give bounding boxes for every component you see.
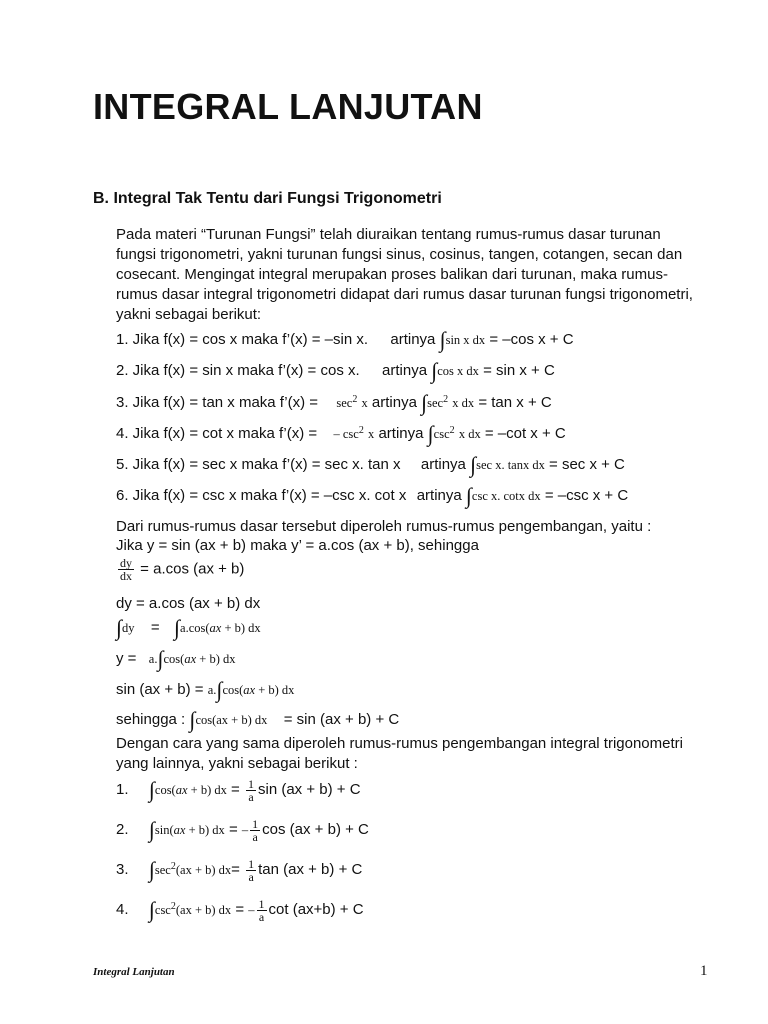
integrand-var: ax (209, 621, 222, 635)
integrand-var: ax (175, 783, 188, 797)
advanced-rule-1 (116, 776, 361, 803)
dy-dx-fraction (118, 557, 134, 582)
derivation-line-1: Jika y = sin (ax + b) maka y’ = a.cos (ax + b), sehingga (116, 537, 479, 554)
derivation-intro: Dari rumus-rumus dasar tersebut diperoleh rumus-rumus pengembangan, yaitu : (116, 518, 652, 535)
integrand-var: ax (184, 652, 197, 666)
integrand-pre: sec (427, 396, 444, 410)
intro-line: cosecant. Mengingat integral merupakan proses balikan dari turunan, maka rumus- (116, 266, 668, 283)
denominator: a (258, 909, 265, 924)
basic-rule-4: 4. Jika f(x) = cot x maka f’(x) = – $\csc^2 x$ artinya $\int\csc^2$ x dx = –cot x + C (116, 421, 566, 446)
rule-rhs: = –cos x + C (489, 331, 574, 348)
basic-rule-2 (116, 357, 555, 381)
basic-rule-3: 3. Jika f(x) = tan x maka f’(x) = $\sec^2 x$ artinya $\int\sec^2$ x dx = tan x + C (116, 390, 552, 415)
integrand-pre: csc (154, 903, 171, 917)
integrand-pre: cos( (154, 783, 176, 797)
dy-dx-line (116, 557, 244, 582)
rule-word: artinya (420, 456, 466, 473)
integrand-pre: sec (154, 863, 171, 877)
rule-word: artinya (416, 487, 462, 504)
integral-dy-line (116, 614, 261, 638)
derivative-tail: x (361, 396, 368, 410)
one-over-a (250, 818, 260, 843)
page-number: 1 (700, 963, 708, 979)
rule-rhs: = –cot x + C (484, 425, 566, 442)
sehingga-rhs: = sin (ax + b) + C (283, 711, 400, 728)
rule-word: artinya (382, 362, 428, 379)
integrand-post: + b) dx (185, 823, 225, 837)
dy-line: dy = a.cos (ax + b) dx (116, 595, 261, 612)
rule-lhs: 6. Jika f(x) = csc x maka f’(x) = –csc x. cot x (116, 487, 407, 504)
integral-sign: ∫ (157, 646, 164, 671)
numerator: 1 (252, 816, 259, 831)
sin-line (116, 676, 294, 700)
integral-sign: ∫ (148, 777, 155, 802)
more-intro-line: yang lainnya, yakni sebagai berikut : (116, 755, 358, 772)
integrand: cos(ax + b) dx (195, 713, 268, 727)
integral-sign: ∫ (216, 677, 223, 702)
integral-sign: ∫ (470, 452, 477, 477)
equals: = (231, 861, 240, 878)
minus-sign: – (241, 823, 249, 837)
numerator: dy (120, 556, 132, 570)
advanced-rule-3 (116, 856, 362, 883)
derivative: sec (336, 396, 353, 410)
one-over-a (246, 858, 256, 883)
rule-rhs: = sin x + C (483, 362, 555, 379)
integral-sign: ∫ (427, 421, 434, 446)
denominator: dx (120, 569, 132, 583)
integral-sign: ∫ (421, 390, 428, 415)
coefficient: a. (207, 683, 217, 697)
numerator: 1 (258, 896, 265, 911)
rule-word: artinya (371, 394, 417, 411)
equals: = (235, 901, 245, 918)
rule-lhs: 1. Jika f(x) = cos x maka f’(x) = –sin x. (116, 331, 369, 348)
rule-word: artinya (378, 425, 424, 442)
integrand-post: (ax + b) dx (175, 863, 232, 877)
intro-line: rumus dasar integral trigonometri didapat dari rumus dasar turunan fungsi trigonometri, (116, 286, 693, 303)
denominator: a (248, 869, 254, 884)
rule-lhs: 2. Jika f(x) = sin x maka f’(x) = cos x. (116, 362, 360, 379)
integral-sign: ∫ (173, 615, 181, 640)
footer-title: Integral Lanjutan (93, 966, 175, 978)
intro-line: Pada materi “Turunan Fungsi” telah diuraikan tentang rumus-rumus dasar turunan (116, 226, 661, 243)
section-heading: B. Integral Tak Tentu dari Fungsi Trigonometri (93, 190, 442, 207)
one-over-a (246, 778, 256, 803)
exponent: 2 (170, 901, 176, 912)
rule-number: 2. (116, 821, 129, 838)
rule-lhs: 5. Jika f(x) = sec x maka f’(x) = sec x. tan x (116, 456, 401, 473)
integrand: x dx (458, 427, 481, 441)
equals: = (231, 781, 240, 798)
intro-paragraph (116, 225, 693, 325)
numerator: 1 (248, 856, 255, 871)
rule-number: 4. (116, 901, 129, 918)
basic-rule-1 (116, 326, 574, 350)
sehingga-line (116, 706, 399, 730)
rule-lhs: 3. Jika f(x) = tan x maka f’(x) = (116, 394, 318, 411)
derivative-tail: x (368, 427, 375, 441)
more-intro (116, 734, 683, 774)
sin-lhs: sin (ax + b) = (116, 681, 204, 698)
equals: = (228, 821, 238, 838)
integrand: cos x dx (437, 364, 479, 378)
integral-sign: ∫ (439, 327, 446, 352)
y-line (116, 645, 235, 669)
intro-line: yakni sebagai berikut: (116, 306, 262, 323)
minus-sign: – (248, 903, 255, 917)
advanced-rule-4 (116, 896, 364, 923)
integrand-post: + b) dx (187, 783, 227, 797)
integral-sign: ∫ (116, 615, 123, 640)
integrand-pre: csc (433, 427, 450, 441)
integrand: sec x. tanx dx (476, 458, 545, 472)
integrand: x dx (452, 396, 475, 410)
coefficient: a. (148, 652, 158, 666)
rule-number: 1. (116, 781, 129, 798)
rule-lhs: 4. Jika f(x) = cot x maka f’(x) = (116, 425, 318, 442)
rule-rhs: cos (ax + b) + C (262, 821, 369, 838)
rule-rhs: cot (ax+b) + C (268, 901, 364, 918)
integrand: csc x. cotx dx (471, 489, 541, 503)
denominator: a (252, 829, 258, 844)
integrand-pre: sin( (154, 823, 174, 837)
rule-rhs: = sec x + C (549, 456, 625, 473)
integrand-pre: a.cos( (180, 621, 210, 635)
integrand: dy (122, 621, 135, 635)
basic-rule-6 (116, 482, 628, 506)
more-intro-line: Dengan cara yang sama diperoleh rumus-rumus pengembangan integral trigonometri (116, 735, 683, 752)
integral-sign: ∫ (431, 358, 438, 383)
rule-rhs: = –csc x + C (544, 487, 629, 504)
integrand-post: + b) dx (196, 652, 236, 666)
rule-rhs: tan (ax + b) + C (258, 861, 363, 878)
page-title: INTEGRAL LANJUTAN (93, 86, 483, 127)
rule-rhs: = tan x + C (478, 394, 552, 411)
derivative: – csc (333, 427, 359, 441)
integrand: sin x dx (445, 333, 486, 347)
integrand-var: ax (173, 823, 186, 837)
integral-sign: ∫ (148, 857, 155, 882)
integral-sign: ∫ (189, 707, 196, 732)
integral-sign: ∫ (465, 483, 472, 508)
exponent: 2 (170, 861, 176, 872)
equals: = (150, 619, 160, 636)
y-equals: y = (116, 650, 137, 667)
numerator: 1 (247, 776, 254, 791)
rule-rhs: sin (ax + b) + C (257, 781, 361, 798)
integrand-post: + b) dx (255, 683, 295, 697)
sehingga-label: sehingga : (116, 711, 186, 728)
integrand-post: + b) dx (221, 621, 261, 635)
denominator: a (248, 789, 254, 804)
integrand-pre: cos( (222, 683, 244, 697)
integrand-pre: cos( (163, 652, 185, 666)
integrand-post: (ax + b) dx (175, 903, 232, 917)
rule-number: 3. (116, 861, 129, 878)
rule-word: artinya (390, 331, 436, 348)
intro-line: fungsi trigonometri, yakni turunan fungsi sinus, cosinus, tangen, cotangen, secan dan (116, 246, 683, 263)
integral-sign: ∫ (148, 897, 155, 922)
integrand-var: ax (243, 683, 256, 697)
one-over-a (257, 898, 267, 923)
integral-sign: ∫ (148, 817, 155, 842)
basic-rule-5 (116, 451, 625, 475)
advanced-rule-2 (116, 816, 369, 843)
equation-rhs: = a.cos (ax + b) (140, 560, 245, 578)
